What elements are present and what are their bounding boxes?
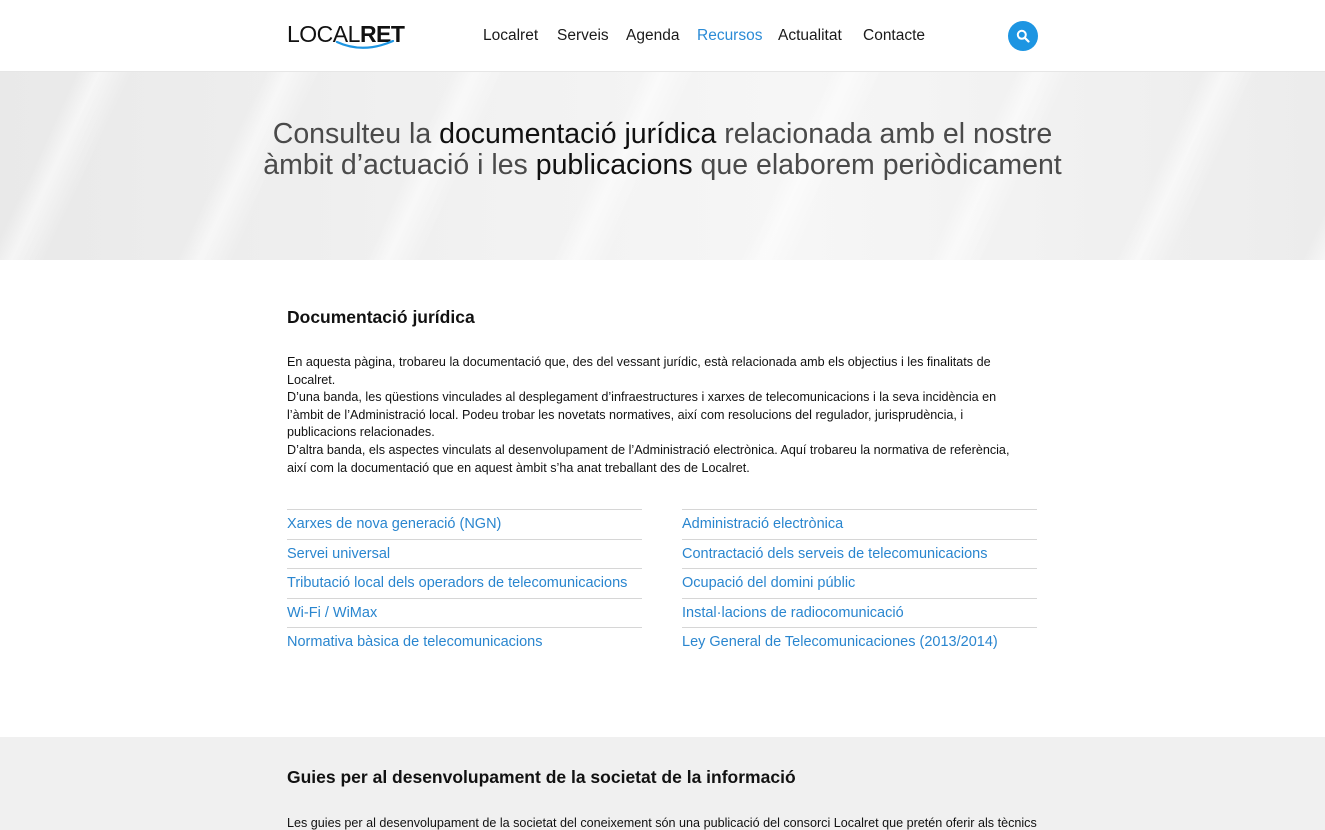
doc-link-contractacio[interactable]: Contractació dels serveis de telecomunicacions — [682, 539, 1037, 569]
doc-link-servei-universal[interactable]: Servei universal — [287, 539, 642, 569]
docs-links-left — [287, 509, 642, 657]
docs-section-title: Documentació jurídica — [287, 307, 475, 327]
hero-highlight-publicacions: publicacions — [535, 149, 693, 181]
search-icon — [1016, 29, 1030, 43]
hero-text-part: que elaborem periòdicament — [692, 149, 1062, 181]
guides-section-title: Guies per al desenvolupament de la societat de la informació — [287, 767, 796, 787]
nav-item-contacte[interactable]: Contacte — [863, 27, 926, 44]
doc-link-tributacio-local[interactable]: Tributació local dels operadors de telecomunicacions — [287, 568, 642, 598]
doc-link-admin-electronica[interactable]: Administració electrònica — [682, 509, 1037, 539]
doc-link-wifi-wimax[interactable]: Wi-Fi / WiMax — [287, 598, 642, 628]
guides-intro-paragraph: Les guies per al desenvolupament de la societat del coneixement són una publicació del consorci Localret que pretén oferir als tècnics — [287, 816, 1037, 830]
docs-intro-paragraph: En aquesta pàgina, trobareu la documentació que, des del vessant jurídic, està relacionada amb els objectius i les finalitats de Localret. — [287, 355, 991, 387]
main-nav — [483, 26, 933, 48]
guides-section — [0, 737, 1325, 830]
nav-item-actualitat[interactable]: Actualitat — [778, 27, 842, 44]
docs-admin-paragraph: D’altra banda, els aspectes vinculats al desenvolupament de l’Administració electrònica. Aquí trobareu la normativa de referència, així com la documentació que en aquest àmbit s’ha anat treballant des de Localret. — [287, 443, 1010, 475]
search-button[interactable] — [1008, 21, 1038, 51]
doc-link-normativa-basica[interactable]: Normativa bàsica de telecomunicacions — [287, 627, 642, 657]
nav-item-serveis[interactable]: Serveis — [557, 27, 609, 44]
docs-links-right — [682, 509, 1037, 657]
docs-telecom-paragraph: D’una banda, les qüestions vinculades al desplegament d’infraestructures i xarxes de telecomunicacions i la seva incidència en l’àmbit de l’Administració local. Podeu trobar les novetats normatives, així com resolucions del regulador, jurisprudència, i publicacions relacionades. — [287, 390, 997, 439]
nav-item-agenda[interactable]: Agenda — [626, 27, 680, 44]
hero-banner — [0, 72, 1325, 260]
logo-text-local: LOCAL — [287, 21, 360, 47]
hero-text-part: relacionada amb el nostre àmbit d’actuació i les — [263, 118, 1053, 181]
doc-link-radiocomunicacio[interactable]: Instal·lacions de radiocomunicació — [682, 598, 1037, 628]
hero-text-part: Consulteu la — [272, 118, 440, 150]
logo-swoosh-icon — [335, 40, 395, 50]
doc-link-ocupacio-domini[interactable]: Ocupació del domini públic — [682, 568, 1037, 598]
site-header — [0, 0, 1325, 72]
nav-item-recursos[interactable]: Recursos — [697, 27, 763, 44]
hero-highlight-documentacio: documentació jurídica — [439, 118, 717, 150]
hero-heading — [262, 119, 1063, 181]
logo-text-ret: RET — [359, 21, 405, 47]
localret-logo[interactable] — [287, 20, 405, 52]
nav-item-localret[interactable]: Localret — [483, 27, 539, 44]
doc-link-ley-general[interactable]: Ley General de Telecomunicaciones (2013/2014) — [682, 627, 1037, 657]
doc-link-ngn[interactable]: Xarxes de nova generació (NGN) — [287, 509, 642, 539]
